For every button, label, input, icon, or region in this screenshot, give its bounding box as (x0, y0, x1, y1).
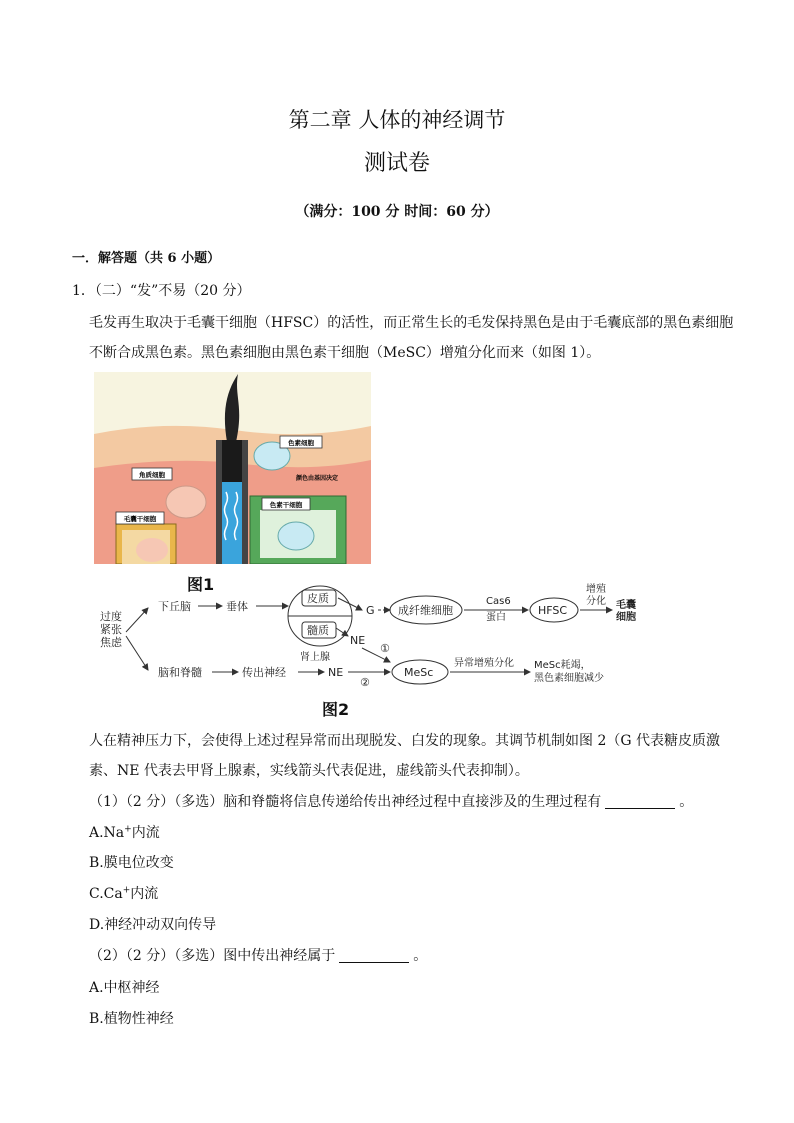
subquestion-1-prompt: （1）（2 分）（多选）脑和脊髓将信息传递给传出神经过程中直接涉及的生理过程有 (89, 794, 602, 810)
option-2b: B.植物性神经 (89, 1011, 174, 1027)
page-subtitle: 测试卷 (363, 151, 430, 176)
option-1d: D.神经冲动双向传导 (89, 917, 217, 933)
node-result-2: 黑色素细胞减少 (534, 673, 604, 684)
option-1a-tail: 内流 (131, 825, 160, 841)
page-title: 第二章 人体的神经调节 (288, 108, 506, 132)
node-g: G (366, 604, 375, 617)
node-ne-2: NE (328, 666, 344, 679)
node-cas6-2: 蛋白 (486, 612, 506, 623)
node-efferent: 传出神经 (242, 666, 286, 679)
question-1-text-line-2: 不断合成黑色素。黑色素细胞由黑色素干细胞（MeSC）增殖分化而来（如图 1）。 (89, 345, 601, 361)
figure-1-caption: 图1 (187, 575, 215, 594)
node-hypothalamus: 下丘脑 (158, 600, 191, 613)
section-heading: 一．解答题（共 6 小题） (72, 251, 221, 266)
node-cortex: 皮质 (307, 592, 329, 605)
node-hair-2: 细胞 (616, 612, 636, 623)
answer-blank-1[interactable] (605, 794, 675, 809)
option-1a (89, 822, 160, 842)
node-ne-1: NE (350, 634, 366, 647)
label-sesu-gan: 色素干细胞 (269, 501, 303, 509)
option-2a: A.中枢神经 (89, 980, 160, 996)
subquestion-2 (89, 945, 427, 965)
node-abnormal: 异常增殖分化 (454, 658, 514, 669)
question-1-text-line-4: 素、NE 代表去甲肾上腺素，实线箭头代表促进，虚线箭头代表抑制）。 (89, 763, 529, 779)
figure-1-illustration (94, 372, 371, 564)
subquestion-2-prompt: （2）（2 分）（多选）图中传出神经属于 (89, 948, 336, 964)
subquestion-2-end: 。 (413, 948, 428, 964)
question-1-text-line-1: 毛发再生取决于毛囊干细胞（HFSC）的活性，而正常生长的毛发保持黑色是由于毛囊底部的黑色素细胞 (89, 315, 734, 331)
figure-2-caption: 图2 (322, 700, 350, 719)
question-1-text-line-3: 人在精神压力下，会使得上述过程异常而出现脱发、白发的现象。其调节机制如图 2（G 代表糖皮质激 (89, 733, 720, 749)
figure-2-diagram (92, 580, 652, 698)
node-prolif-1: 增殖 (586, 584, 606, 595)
node-hair-1: 毛囊 (616, 600, 636, 611)
label-sesu: 色素细胞 (288, 439, 314, 447)
label-yanse: 颜色由基因决定 (295, 475, 339, 482)
option-1a-sup: + (124, 824, 132, 835)
option-1c (89, 883, 158, 903)
node-stress-1: 过度 (100, 610, 122, 623)
node-mesc: MeSc (404, 666, 434, 679)
node-result-1: MeSc耗竭， (534, 660, 591, 671)
subquestion-1 (89, 791, 693, 811)
option-1a-text: A.Na (89, 825, 125, 841)
option-1c-tail: 内流 (130, 886, 159, 902)
option-1c-sup: + (122, 885, 131, 896)
node-stress-2: 紧张 (100, 623, 122, 636)
score-time-line: （满分：100 分 时间：60 分） (295, 204, 499, 220)
node-stress-3: 焦虑 (100, 636, 122, 649)
node-pituitary: 垂体 (226, 600, 248, 613)
answer-blank-2[interactable] (339, 948, 409, 963)
subquestion-1-end: 。 (679, 794, 694, 810)
node-fibroblast: 成纤维细胞 (398, 604, 453, 617)
node-adrenal: 肾上腺 (300, 652, 330, 663)
label-maonang: 毛囊干细胞 (123, 515, 157, 523)
node-brain-spine: 脑和脊髓 (158, 666, 202, 679)
option-1c-text: C.Ca (89, 886, 123, 902)
label-jiaozhi: 角质细胞 (139, 471, 165, 479)
node-num-1: ① (380, 642, 390, 655)
node-hfsc: HFSC (538, 604, 568, 617)
node-num-2: ② (360, 676, 370, 689)
node-prolif-2: 分化 (586, 596, 606, 607)
node-cas6-1: Cas6 (486, 596, 511, 607)
option-1b: B.膜电位改变 (89, 855, 174, 871)
question-1-heading: 1．（二）“发”不易（20 分） (72, 283, 251, 299)
node-medulla: 髓质 (307, 624, 329, 637)
